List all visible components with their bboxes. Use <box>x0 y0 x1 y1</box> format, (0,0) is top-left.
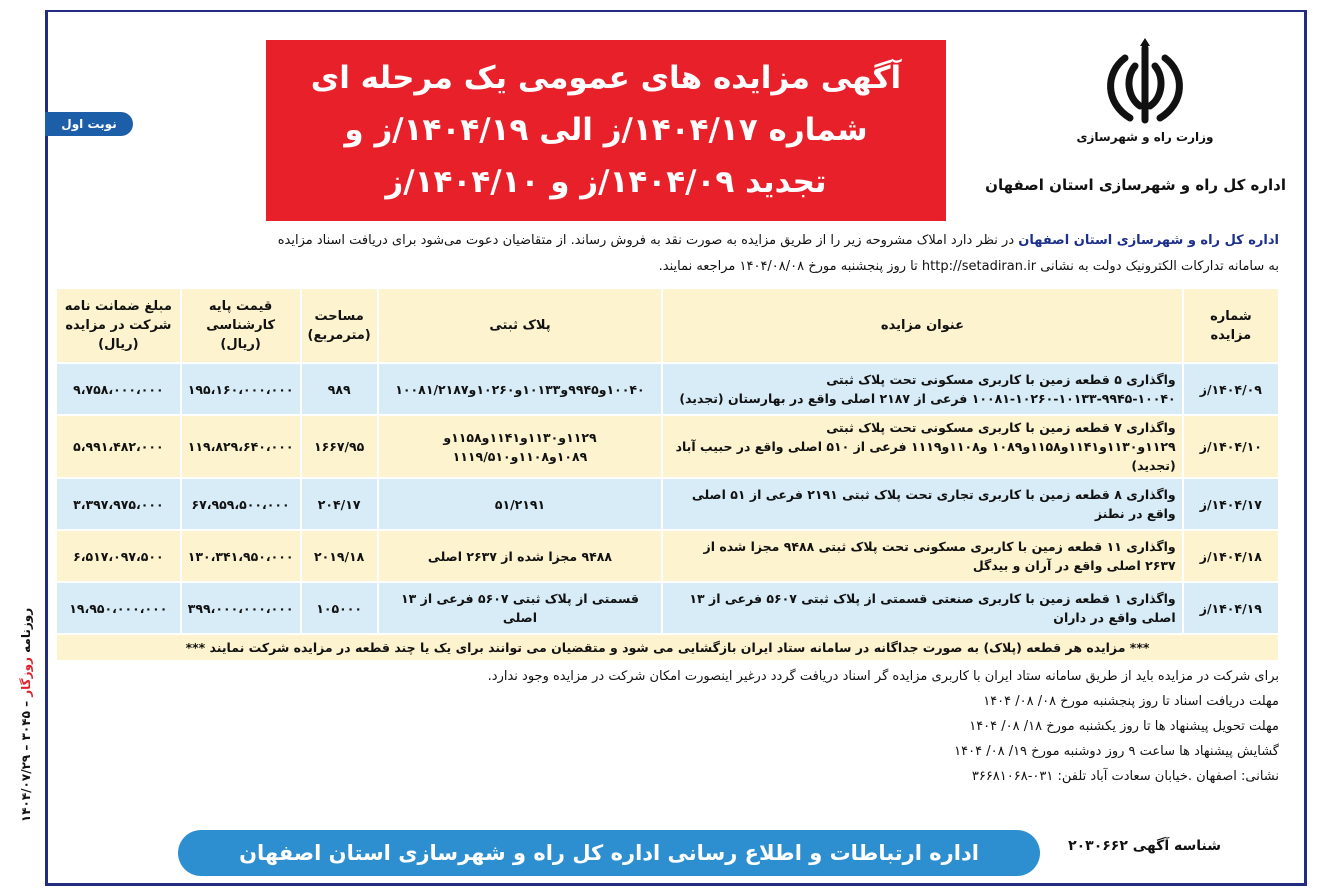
cell-area: ۱۰۵۰۰۰ <box>301 582 378 634</box>
intro-org: اداره کل راه و شهرسازی استان اصفهان <box>1018 233 1279 248</box>
issue-info: – ۳۰۴۵ – ۱۴۰۴/۰۷/۲۹ <box>19 700 33 823</box>
cell-plate: ۹۴۸۸ مجزا شده از ۲۶۳۷ اصلی <box>378 530 662 582</box>
auction-table <box>55 287 1280 662</box>
cell-price: ۱۹۵،۱۶۰،۰۰۰،۰۰۰ <box>181 363 301 415</box>
cell-plate: ۱۰۰۴۰و۹۹۴۵و۱۰۱۳۳و۱۰۲۶۰و۱۰۰۸۱/۲۱۸۷ <box>378 363 662 415</box>
header-plate: پلاک ثبتی <box>378 288 662 363</box>
cell-plate: قسمتی از پلاک ثبتی ۵۶۰۷ فرعی از ۱۳ اصلی <box>378 582 662 634</box>
cell-number: ۱۴۰۴/۱۸/ز <box>1183 530 1279 582</box>
cell-guarantee: ۳،۳۹۷،۹۷۵،۰۰۰ <box>56 478 181 530</box>
cell-number: ۱۴۰۴/۱۰/ز <box>1183 415 1279 478</box>
table-footnote-row <box>56 634 1279 661</box>
bottom-banner: اداره ارتباطات و اطلاع رسانی اداره کل راه و شهرسازی استان اصفهان <box>178 830 1040 876</box>
cell-area: ۲۰۴/۱۷ <box>301 478 378 530</box>
cell-area: ۹۸۹ <box>301 363 378 415</box>
headline-line-2: شماره ۱۴۰۴/۱۷/ز الی ۱۴۰۴/۱۹/ز و <box>344 112 868 148</box>
table-row <box>56 415 1279 478</box>
cell-price: ۱۱۹،۸۲۹،۶۴۰،۰۰۰ <box>181 415 301 478</box>
ad-id: شناسه آگهی ۲۰۳۰۶۶۲ <box>1068 838 1221 854</box>
note-participation: برای شرکت در مزایده باید از طریق سامانه ستاد ایران با کاربری مزایده گر اسناد دریافت گردد درغیر اینصورت امکان شرکت در مزایده وجود ندارد. <box>487 669 1279 684</box>
cell-plate: ۵۱/۲۱۹۱ <box>378 478 662 530</box>
table-row <box>56 363 1279 415</box>
cell-title: واگذاری ۷ قطعه زمین با کاربری مسکونی تحت پلاک ثبتی ۱۱۲۹و۱۱۳۰و۱۱۴۱و۱۱۵۸و۱۰۸۹ و۱۱۰۸و۱۱۱۹ فرعی از ۵۱۰ اصلی واقع در حبیب آباد (تجدید) <box>662 415 1182 478</box>
cell-plate: ۱۱۲۹و۱۱۳۰و۱۱۴۱و۱۱۵۸و ۱۰۸۹و۱۱۰۸و۱۱۱۹/۵۱۰ <box>378 415 662 478</box>
turn-badge: نوبت اول <box>45 112 133 136</box>
cell-title: واگذاری ۵ قطعه زمین با کاربری مسکونی تحت پلاک ثبتی ۱۰۰۴۰-۹۹۴۵-۱۰۱۳۳-۱۰۲۶۰-۱۰۰۸۱ فرعی از ۲۱۸۷ اصلی واقع در بهارستان (تجدید) <box>662 363 1182 415</box>
headline-box <box>266 40 946 221</box>
note-offer-deadline: مهلت تحویل پیشنهاد ها تا روز یکشنبه مورخ ۱۸/ ۰۸/ ۱۴۰۴ <box>969 719 1279 734</box>
cell-number: ۱۴۰۴/۱۹/ز <box>1183 582 1279 634</box>
intro-text <box>49 228 1279 280</box>
cell-price: ۶۷،۹۵۹،۵۰۰،۰۰۰ <box>181 478 301 530</box>
header-area: مساحت (مترمربع) <box>301 288 378 363</box>
table-footnote: *** مزایده هر قطعه (پلاک) به صورت جداگانه در سامانه ستاد ایران بازگشایی می شود و متقضیان می توانند برای یک یا چند قطعه در مزایده شرکت نمایند *** <box>56 634 1279 661</box>
side-label-prefix: روزنامه <box>19 607 33 653</box>
table-row <box>56 478 1279 530</box>
cell-guarantee: ۹،۷۵۸،۰۰۰،۰۰۰ <box>56 363 181 415</box>
header-base-price: قیمت پایه کارشناسی (ریال) <box>181 288 301 363</box>
header-auction-number: شماره مزایده <box>1183 288 1279 363</box>
cell-price: ۱۳۰،۳۴۱،۹۵۰،۰۰۰ <box>181 530 301 582</box>
cell-number: ۱۴۰۴/۰۹/ز <box>1183 363 1279 415</box>
note-opening: گشایش پیشنهاد ها ساعت ۹ روز دوشنبه مورخ ۱۹/ ۰۸/ ۱۴۰۴ <box>954 744 1279 759</box>
cell-area: ۱۶۶۷/۹۵ <box>301 415 378 478</box>
header-auction-title: عنوان مزایده <box>662 288 1182 363</box>
table-row <box>56 582 1279 634</box>
cell-guarantee: ۶،۵۱۷،۰۹۷،۵۰۰ <box>56 530 181 582</box>
note-doc-deadline: مهلت دریافت اسناد تا روز پنجشنبه مورخ ۰۸/ ۰۸/ ۱۴۰۴ <box>983 694 1279 709</box>
iran-emblem-icon <box>1090 38 1200 138</box>
intro-line-1: در نظر دارد املاک مشروحه زیر را از طریق مزایده به صورت نقد به فروش رساند. از متقاضیان دعوت می‌شود برای دریافت اسناد مزایده <box>277 233 1015 248</box>
intro-line-2: به سامانه تدارکات الکترونیک دولت به نشانی http://setadiran.ir تا روز پنجشنبه مورخ ۱۴۰۴/۰۸/۰۸ مراجعه نمایند. <box>658 259 1279 274</box>
newspaper-side-label <box>6 600 46 830</box>
headline-line-1: آگهی مزایده های عمومی یک مرحله ای <box>310 60 902 96</box>
notes <box>488 664 1279 789</box>
cell-title: واگذاری ۱ قطعه زمین با کاربری صنعتی قسمتی از پلاک ثبتی ۵۶۰۷ فرعی از ۱۳ اصلی واقع در داران <box>662 582 1182 634</box>
cell-title: واگذاری ۱۱ قطعه زمین با کاربری مسکونی تحت پلاک ثبتی ۹۴۸۸ مجزا شده از ۲۶۳۷ اصلی واقع در آران و بیدگل <box>662 530 1182 582</box>
table-header <box>56 288 1279 363</box>
headline-line-3: تجدید ۱۴۰۴/۰۹/ز و ۱۴۰۴/۱۰/ز <box>385 164 827 200</box>
cell-title: واگذاری ۸ قطعه زمین با کاربری تجاری تحت پلاک ثبتی ۲۱۹۱ فرعی از ۵۱ اصلی واقع در نطنز <box>662 478 1182 530</box>
cell-area: ۲۰۱۹/۱۸ <box>301 530 378 582</box>
table-row <box>56 530 1279 582</box>
note-address: نشانی: اصفهان .خیابان سعادت آباد تلفن: ۰۳۱-۳۶۶۸۱۰۶۸ <box>971 769 1279 784</box>
header-guarantee: مبلغ ضمانت نامه شرکت در مزایده (ریال) <box>56 288 181 363</box>
ministry-name: وزارت راه و شهرسازی <box>1076 130 1214 144</box>
cell-number: ۱۴۰۴/۱۷/ز <box>1183 478 1279 530</box>
cell-price: ۳۹۹،۰۰۰،۰۰۰،۰۰۰ <box>181 582 301 634</box>
cell-guarantee: ۱۹،۹۵۰،۰۰۰،۰۰۰ <box>56 582 181 634</box>
newspaper-name: روزگار <box>19 657 33 697</box>
cell-guarantee: ۵،۹۹۱،۴۸۲،۰۰۰ <box>56 415 181 478</box>
office-name: اداره کل راه و شهرسازی استان اصفهان <box>985 176 1286 194</box>
